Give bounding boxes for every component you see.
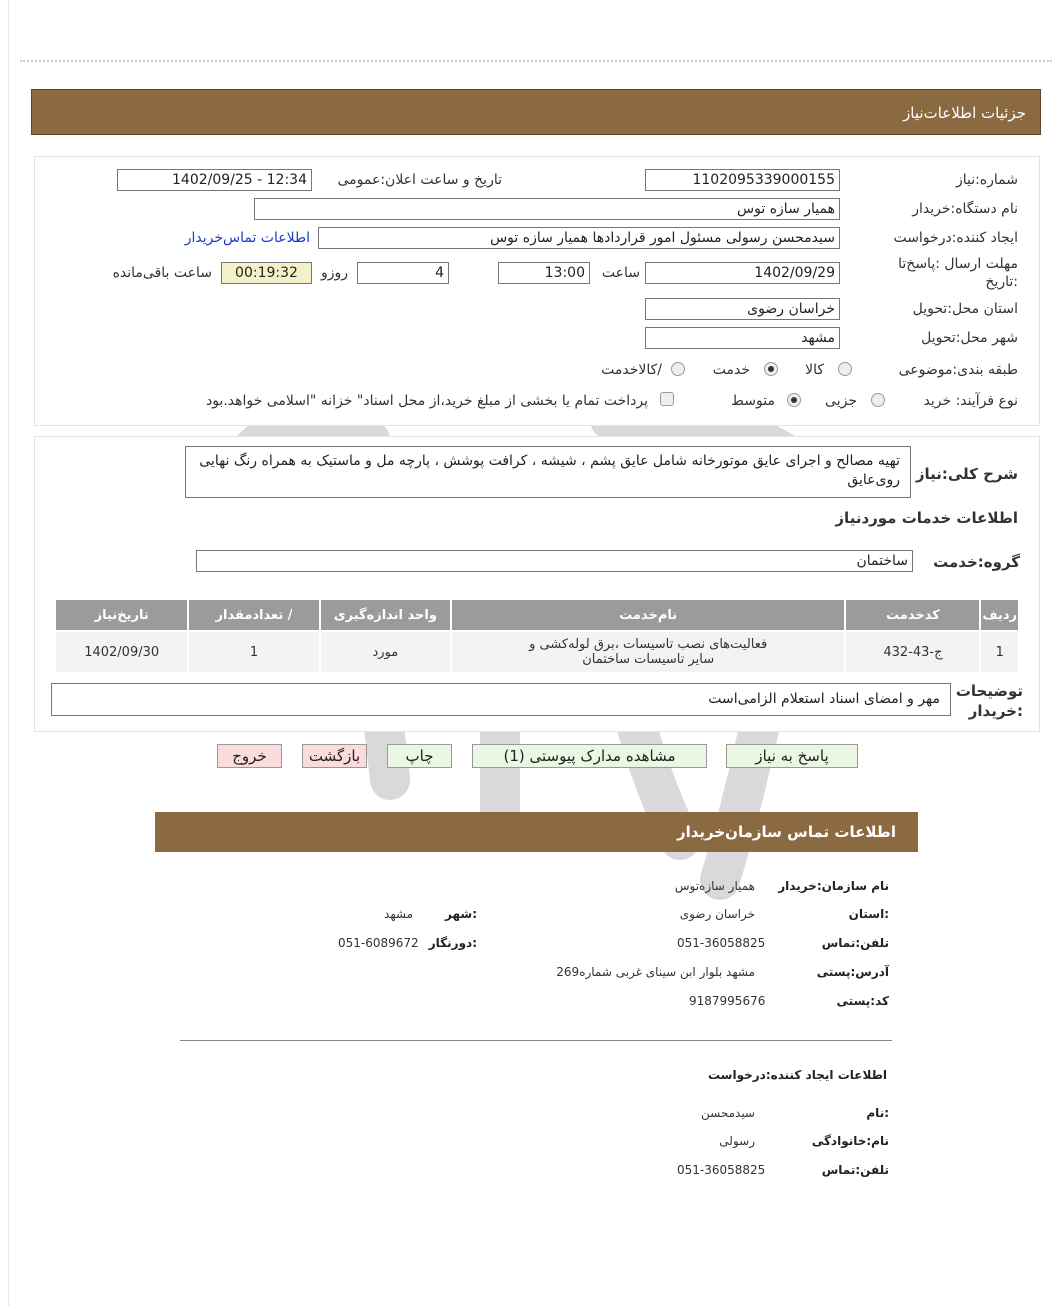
city-contact-value: مشهد	[384, 907, 413, 921]
deadline-hour-label: ساعت	[601, 265, 640, 281]
city-field: مشهد	[645, 327, 840, 349]
province-contact-value: خراسان رضوی	[679, 907, 755, 921]
need-date-cell: 1402/09/30	[56, 632, 187, 672]
reply-to-need-button[interactable]: پاسخ به نیاز	[726, 744, 858, 768]
category-service-radio[interactable]	[764, 362, 778, 376]
creator-label: ایجاد کننده:درخواست	[893, 230, 1018, 246]
need-summary-text: تهیه مصالح و اجرای عایق موتورخانه شامل عایق پشم ، شیشه ، کرافت پوشش ، پارچه مل و ماستیک به همراه رنگ نهایی روی‌عایق	[199, 453, 900, 488]
remaining-label: ساعت باقی‌مانده	[112, 265, 212, 281]
requester-name-value: سیدمحسن	[701, 1106, 755, 1120]
buyer-contact-link[interactable]: اطلاعات تماس‌خریدار	[184, 230, 310, 246]
header-bar	[31, 89, 1041, 135]
province-label: استان محل:تحویل	[912, 301, 1018, 317]
deadline-time-field: 13:00	[498, 262, 590, 284]
requester-phone-label: تلفن:تماس	[821, 1163, 889, 1177]
category-goods-service-radio[interactable]	[671, 362, 685, 376]
need-info-panel	[34, 156, 1040, 426]
requester-family-value: رسولی	[719, 1134, 755, 1148]
deadline-label-2: :تاریخ	[985, 274, 1018, 290]
org-name-label: نام سازمان:خریدار	[778, 879, 889, 893]
buyer-notes-field	[51, 683, 951, 716]
address-label: آدرس:پستی	[816, 965, 889, 979]
process-medium-label: متوسط	[731, 393, 775, 409]
province-contact-label: :استان	[848, 907, 889, 921]
buyer-notes-label: توضیحات	[955, 682, 1023, 700]
city-contact-label: :شهر	[445, 907, 477, 921]
phone-contact-label: تلفن:تماس	[821, 936, 889, 950]
days-label: روزو	[320, 265, 348, 281]
table-row	[56, 632, 1018, 672]
quantity-cell: 1	[189, 632, 318, 672]
col-qty-header: / تعدادمقدار	[189, 600, 318, 630]
service-group-field: ساختمان	[196, 550, 913, 572]
requester-name-label: :نام	[866, 1106, 889, 1120]
services-table	[54, 598, 1020, 674]
creator-field: سیدمحسن رسولی مسئول امور قراردادها همیار سازه توس	[318, 227, 840, 249]
col-name-header: نام‌خدمت	[452, 600, 844, 630]
col-unit-header: واحد اندازه‌گیری	[321, 600, 450, 630]
phone-contact-value: 051-36058825	[677, 936, 766, 950]
category-service-label: خدمت	[712, 362, 750, 378]
back-button[interactable]: بازگشت	[302, 744, 367, 768]
col-date-header: تاریخ‌نیاز	[56, 600, 187, 630]
remaining-time-field: 00:19:32	[221, 262, 312, 284]
category-label: طبقه بندی:موضوعی	[898, 362, 1018, 378]
deadline-label: مهلت ارسال :پاسخ‌تا	[898, 256, 1018, 272]
print-button[interactable]: چاپ	[387, 744, 452, 768]
treasury-payment-checkbox[interactable]	[660, 392, 674, 406]
col-row-header: ردیف	[981, 600, 1018, 630]
buyer-org-label: نام دستگاه:خریدار	[912, 201, 1018, 217]
days-field: 4	[357, 262, 449, 284]
service-group-label: گروه:خدمت	[933, 553, 1020, 571]
need-summary-label: شرح کلی:نیاز	[915, 465, 1018, 483]
services-heading: اطلاعات خدمات موردنیاز	[835, 509, 1018, 527]
fax-value: 051-6089672	[338, 936, 419, 950]
need-number-field: 1102095339000155	[645, 169, 840, 191]
treasury-payment-note: پرداخت تمام یا بخشی از مبلغ خرید،از محل اسناد" خزانه "اسلامی خواهد.بود	[205, 393, 648, 409]
process-medium-radio[interactable]	[787, 393, 801, 407]
announce-label: تاریخ و ساعت اعلان:عمومی	[337, 172, 502, 188]
buyer-notes-label-2: :خریدار	[968, 702, 1023, 720]
requester-family-label: نام:خانوادگی	[811, 1134, 889, 1148]
announce-field: 1402/09/25 - 12:34	[117, 169, 312, 191]
service-name-cell	[452, 632, 844, 672]
category-goods-service-label: /کالاخدمت	[601, 362, 662, 378]
col-code-header: کدخدمت	[846, 600, 979, 630]
left-border	[8, 0, 9, 1306]
buyer-org-field: همیار سازه توس	[254, 198, 840, 220]
need-number-label: شماره:نیاز	[955, 172, 1018, 188]
process-minor-radio[interactable]	[871, 393, 885, 407]
process-minor-label: جزیی	[825, 393, 857, 409]
category-goods-radio[interactable]	[838, 362, 852, 376]
org-name-value: همیار سازه‌توس	[674, 879, 755, 893]
buyer-notes-text: مهر و امضای اسناد استعلام الزامی‌است	[708, 691, 940, 707]
service-name-text: فعالیت‌های نصب تاسیسات ،برق لوله‌کشی و سایر تاسیسات ساختمان	[529, 637, 768, 667]
exit-button[interactable]: خروج	[217, 744, 282, 768]
unit-cell: مورد	[321, 632, 450, 672]
buyer-contact-header	[155, 812, 918, 852]
row-number-cell: 1	[981, 632, 1018, 672]
address-value: مشهد بلوار ابن سینای غربی شماره269	[556, 965, 755, 979]
section-divider	[180, 1040, 892, 1041]
need-summary-field	[185, 446, 911, 498]
header-title: جزئیات اطلاعات‌نیاز	[903, 104, 1026, 122]
requester-title: اطلاعات ایجاد کننده:درخواست	[707, 1068, 887, 1082]
process-label: نوع فرآیند: خرید	[923, 393, 1018, 409]
category-goods-label: کالا	[805, 362, 824, 378]
buyer-contact-title: اطلاعات تماس سازمان‌خریدار	[676, 823, 896, 841]
city-label: شهر محل:تحویل	[921, 330, 1018, 346]
service-code-cell: ج-43-432	[846, 632, 979, 672]
postal-code-label: کد:پستی	[836, 994, 889, 1008]
deadline-date-field: 1402/09/29	[645, 262, 840, 284]
fax-label: :دورنگار	[428, 936, 477, 950]
view-attachments-button[interactable]: مشاهده مدارک پیوستی (1)	[472, 744, 707, 768]
requester-phone-value: 051-36058825	[677, 1163, 766, 1177]
province-field: خراسان رضوی	[645, 298, 840, 320]
top-dotted-divider	[20, 60, 1052, 62]
postal-code-value: 9187995676	[689, 994, 766, 1008]
